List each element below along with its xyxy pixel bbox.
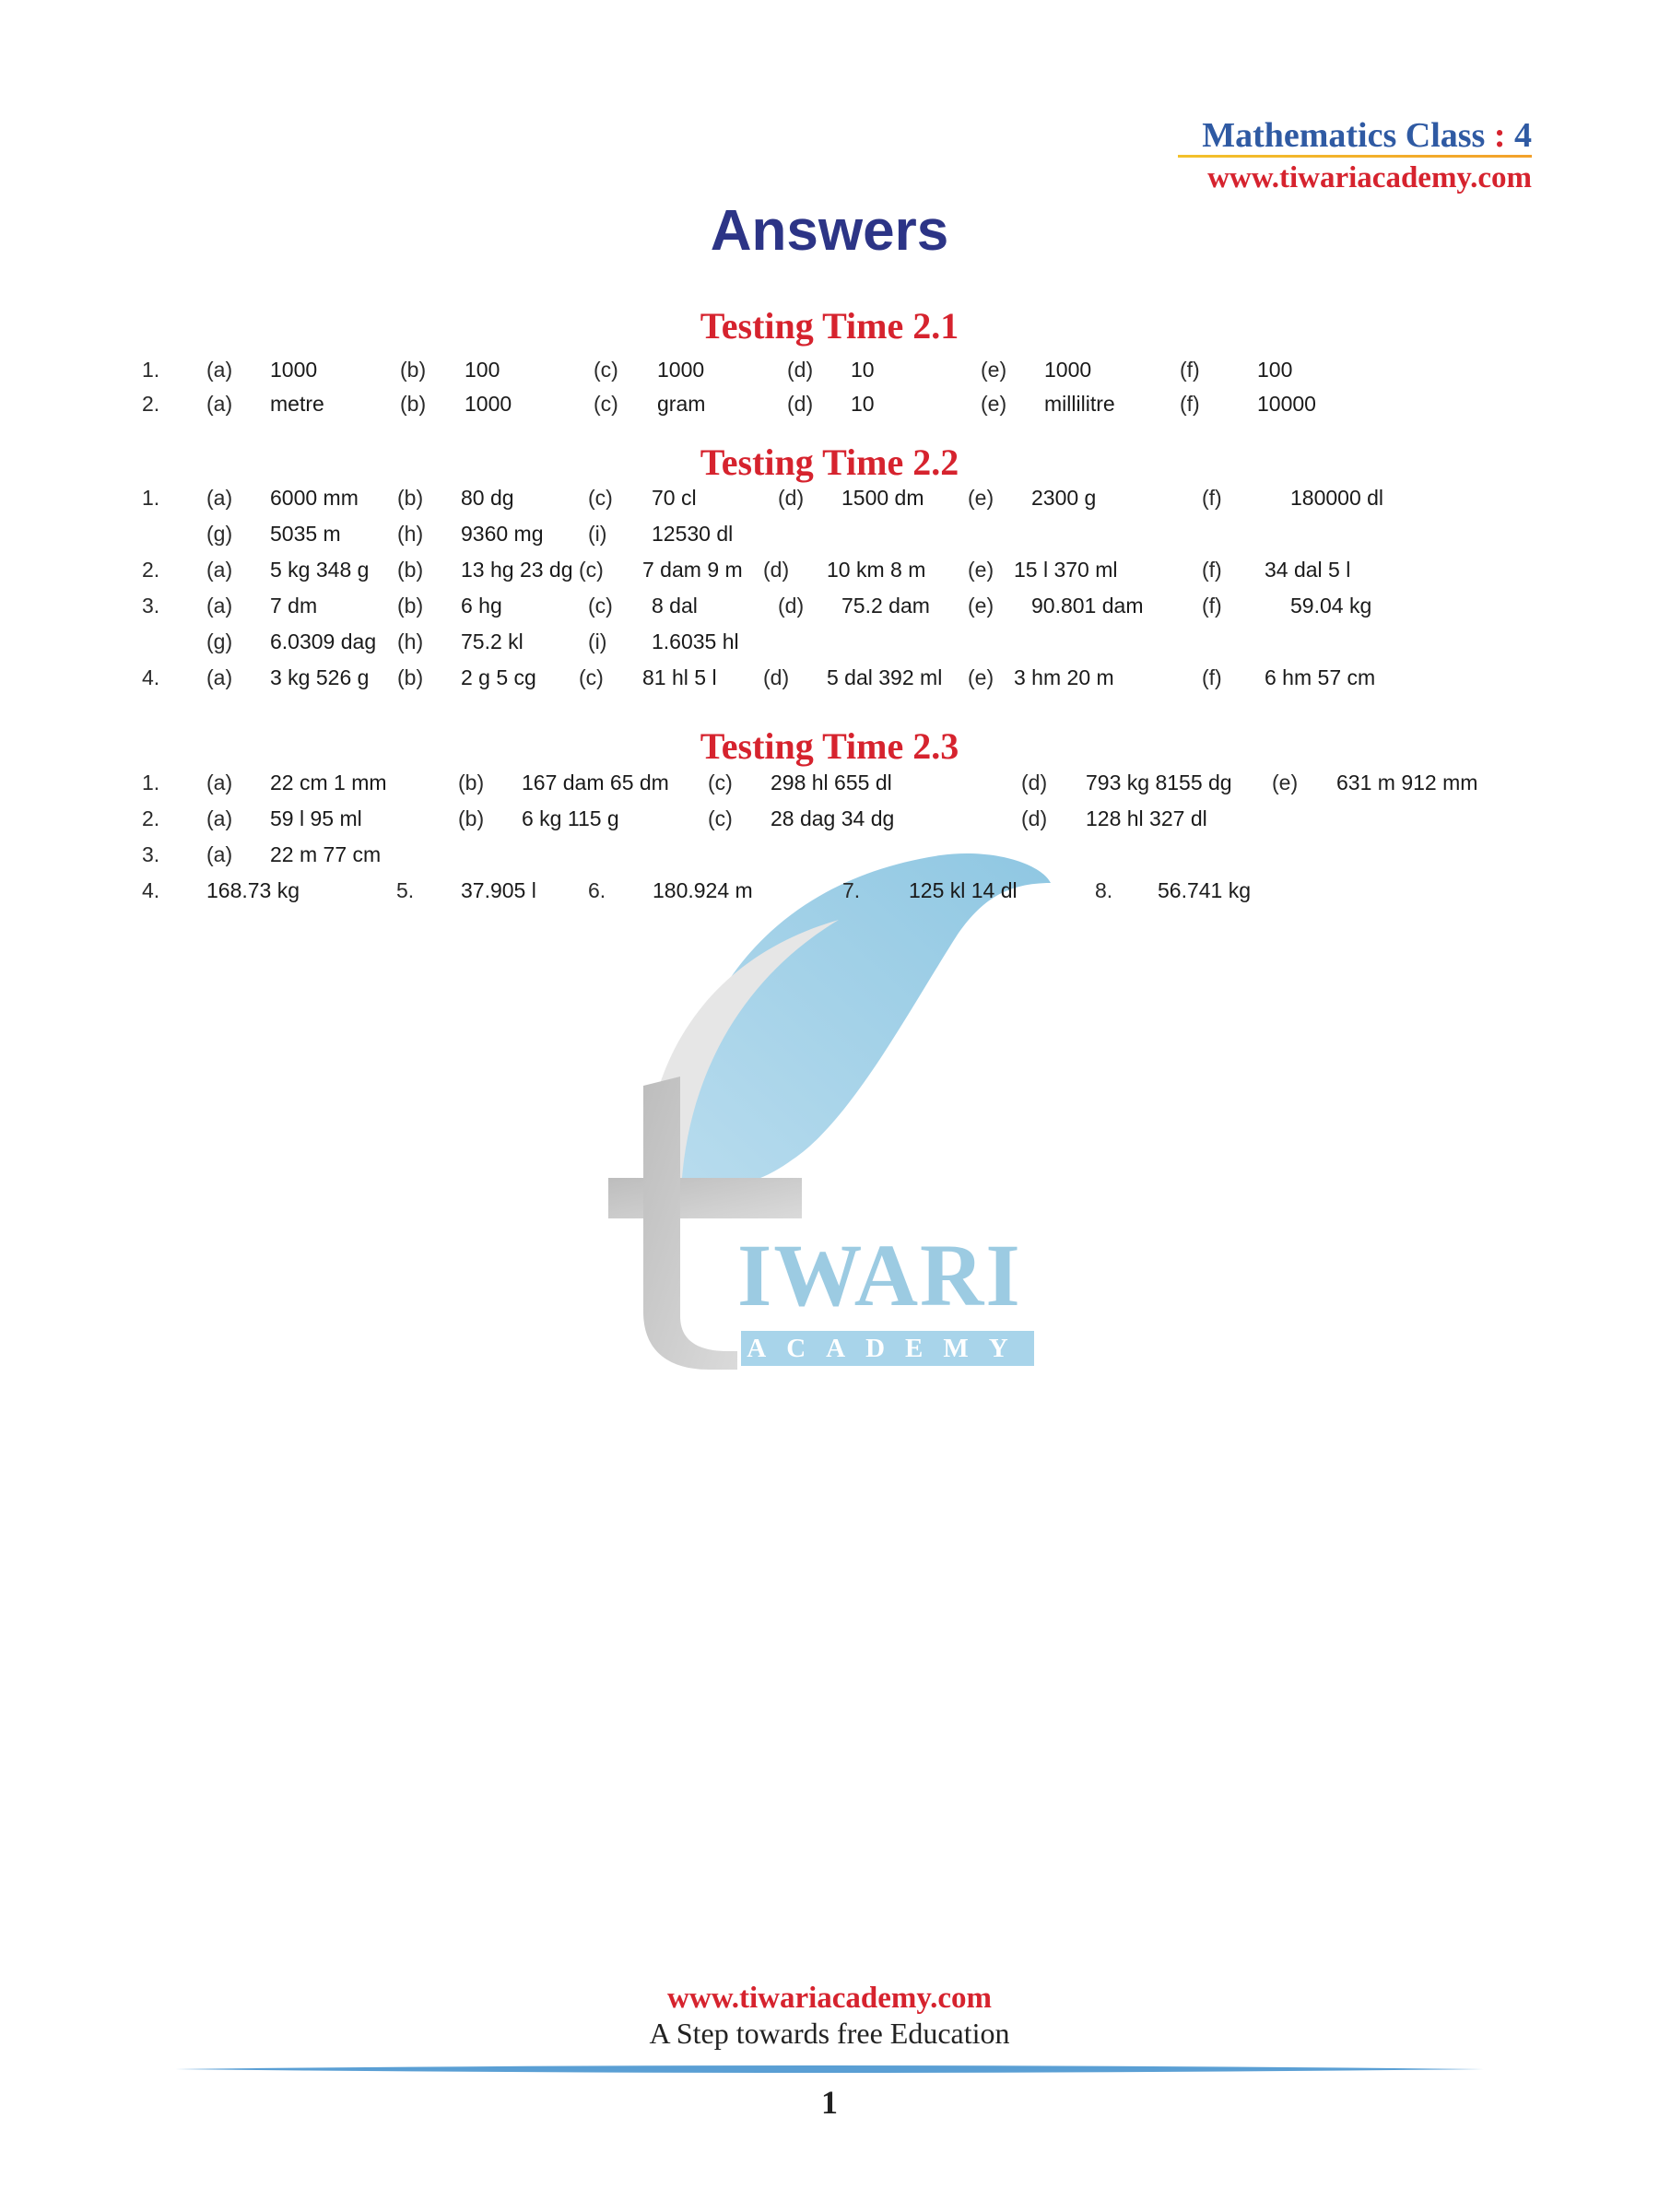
answer-value: 8 dal	[652, 594, 698, 618]
answer-value: 15 l 370 ml	[1014, 558, 1118, 582]
question-number: 1.	[142, 358, 160, 382]
answer-value: 6 hm 57 cm	[1265, 665, 1376, 689]
header-class-number: 4	[1514, 116, 1532, 155]
answer-label: (e)	[968, 486, 994, 510]
section-heading: Testing Time 2.3	[700, 725, 959, 767]
answer-label: (c)	[579, 665, 604, 689]
answer-value: 5 dal 392 ml	[827, 665, 943, 689]
answer-label: (c)	[588, 594, 613, 618]
page-title: Answers	[710, 199, 949, 263]
footer-website: www.tiwariacademy.com	[667, 1982, 992, 2015]
answer-label: (a)	[206, 558, 233, 582]
answer-label: (f)	[1180, 358, 1200, 382]
answer-label: 8.	[1095, 878, 1113, 902]
answer-value: 34 dal 5 l	[1265, 558, 1351, 582]
answer-label: (d)	[1021, 771, 1048, 794]
answer-value: 3 hm 20 m	[1014, 665, 1114, 689]
answer-value: 13 hg 23 dg	[461, 558, 573, 582]
answer-value: 28 dag 34 dg	[771, 806, 895, 830]
answer-value: 125 kl 14 dl	[909, 878, 1018, 902]
answer-label: (a)	[206, 806, 233, 830]
answer-value: gram	[657, 392, 706, 416]
answer-label: (d)	[763, 558, 790, 582]
answer-label: (e)	[981, 358, 1007, 382]
answer-label: (b)	[458, 771, 485, 794]
answer-value: 6 kg 115 g	[522, 806, 619, 830]
answer-label: (a)	[206, 358, 233, 382]
answer-value: millilitre	[1044, 392, 1115, 416]
answer-value: 70 cl	[652, 486, 697, 510]
answer-label: 7.	[842, 878, 861, 902]
answer-value: 6 hg	[461, 594, 502, 618]
answer-label: (h)	[397, 522, 424, 546]
answer-label: (a)	[206, 594, 233, 618]
question-number: 1.	[142, 486, 160, 510]
answer-label: (d)	[778, 594, 805, 618]
header-subject-line	[1178, 114, 1532, 157]
section-heading: Testing Time 2.1	[700, 305, 959, 347]
answer-label: (a)	[206, 771, 233, 794]
watermark-word-2: ACADEMY	[741, 1331, 1034, 1366]
answer-value: 10	[851, 392, 875, 416]
answer-value: 793 kg 8155 dg	[1086, 771, 1232, 794]
question-number: 4.	[142, 878, 160, 902]
answer-value: 180000 dl	[1290, 486, 1384, 510]
answer-value: 6.0309 dag	[270, 629, 377, 653]
answer-value: 631 m 912 mm	[1336, 771, 1478, 794]
answer-value: 6000 mm	[270, 486, 359, 510]
footer-divider	[175, 2065, 1484, 2074]
answer-value: 22 m 77 cm	[270, 842, 382, 866]
answer-value: metre	[270, 392, 324, 416]
answer-label: 6.	[588, 878, 606, 902]
answer-value: 1500 dm	[841, 486, 924, 510]
answer-value: 1.6035 hl	[652, 629, 739, 653]
answer-label: (c)	[594, 358, 618, 382]
question-number: 2.	[142, 392, 160, 416]
answer-label: (e)	[981, 392, 1007, 416]
answer-value: 100	[465, 358, 500, 382]
answer-label: (d)	[763, 665, 790, 689]
answer-label: (b)	[397, 558, 424, 582]
answer-label: (f)	[1202, 665, 1222, 689]
section-heading: Testing Time 2.2	[700, 441, 959, 483]
answer-value: 10000	[1257, 392, 1316, 416]
answer-label: (e)	[968, 594, 994, 618]
answer-value: 1000	[465, 392, 512, 416]
page-number: 1	[821, 2084, 838, 2121]
answer-label: (g)	[206, 522, 233, 546]
answer-value: 22 cm 1 mm	[270, 771, 387, 794]
answer-label: (a)	[206, 842, 233, 866]
answer-value: 10	[851, 358, 875, 382]
question-number: 2.	[142, 558, 160, 582]
answer-value: 1000	[270, 358, 318, 382]
answer-label: (b)	[400, 392, 427, 416]
question-number: 1.	[142, 771, 160, 794]
answer-value: 2300 g	[1031, 486, 1097, 510]
question-number: 3.	[142, 842, 160, 866]
answer-value: 5 kg 348 g	[270, 558, 370, 582]
answer-value: 168.73 kg	[206, 878, 300, 902]
answer-value: 167 dam 65 dm	[522, 771, 669, 794]
answer-label: (a)	[206, 486, 233, 510]
answer-label: 5.	[396, 878, 415, 902]
answer-label: (g)	[206, 629, 233, 653]
answer-label: (e)	[968, 665, 994, 689]
answer-value: 2 g 5 cg	[461, 665, 536, 689]
answer-label: (h)	[397, 629, 424, 653]
answer-label: (e)	[968, 558, 994, 582]
answer-value: 75.2 dam	[841, 594, 930, 618]
answer-value: 180.924 m	[653, 878, 753, 902]
answer-label: (c)	[708, 806, 733, 830]
answer-label: (f)	[1202, 558, 1222, 582]
answer-label: (b)	[397, 665, 424, 689]
answer-label: (b)	[397, 486, 424, 510]
answer-label: (a)	[206, 392, 233, 416]
answer-label: (b)	[397, 594, 424, 618]
question-number: 4.	[142, 665, 160, 689]
answer-value: 80 dg	[461, 486, 514, 510]
answer-label: (f)	[1180, 392, 1200, 416]
header-subject: Mathematics Class	[1202, 116, 1486, 155]
answer-label: (d)	[787, 392, 814, 416]
header	[1178, 114, 1532, 198]
answer-label: (c)	[708, 771, 733, 794]
answer-value: 59.04 kg	[1290, 594, 1372, 618]
answer-label: (c)	[588, 486, 613, 510]
answer-label: (c)	[594, 392, 618, 416]
answer-value: 37.905 l	[461, 878, 536, 902]
answer-label: (f)	[1202, 486, 1222, 510]
answer-value: 7 dm	[270, 594, 318, 618]
header-colon: :	[1493, 116, 1506, 155]
answer-value: 1000	[657, 358, 705, 382]
answer-value: 59 l 95 ml	[270, 806, 362, 830]
answer-value: 1000	[1044, 358, 1092, 382]
answer-label: (i)	[588, 629, 607, 653]
question-number: 3.	[142, 594, 160, 618]
answer-value: 10 km 8 m	[827, 558, 926, 582]
answer-value: 128 hl 327 dl	[1086, 806, 1207, 830]
question-number: 2.	[142, 806, 160, 830]
answer-value: 90.801 dam	[1031, 594, 1144, 618]
answer-value: 81 hl 5 l	[642, 665, 717, 689]
answer-value: 5035 m	[270, 522, 341, 546]
watermark-logo	[608, 846, 1051, 1381]
answer-label: (d)	[787, 358, 814, 382]
answer-value: 3 kg 526 g	[270, 665, 370, 689]
answer-value: 56.741 kg	[1158, 878, 1252, 902]
answer-label: (e)	[1272, 771, 1299, 794]
answer-value: 75.2 kl	[461, 629, 524, 653]
answer-label: (a)	[206, 665, 233, 689]
answer-value: 7 dam 9 m	[642, 558, 743, 582]
answer-value: 12530 dl	[652, 522, 734, 546]
answer-label: (f)	[1202, 594, 1222, 618]
answer-label: (d)	[1021, 806, 1048, 830]
answer-label: (c)	[579, 558, 604, 582]
answer-value: 9360 mg	[461, 522, 544, 546]
answer-label: (b)	[400, 358, 427, 382]
answer-label: (b)	[458, 806, 485, 830]
answer-value: 298 hl 655 dl	[771, 771, 892, 794]
header-website: www.tiwariacademy.com	[1207, 161, 1532, 194]
answer-label: (i)	[588, 522, 607, 546]
answer-value: 100	[1257, 358, 1293, 382]
watermark-word-1: IWARI	[737, 1226, 1022, 1324]
answer-label: (d)	[778, 486, 805, 510]
footer-tagline: A Step towards free Education	[649, 2017, 1010, 2050]
